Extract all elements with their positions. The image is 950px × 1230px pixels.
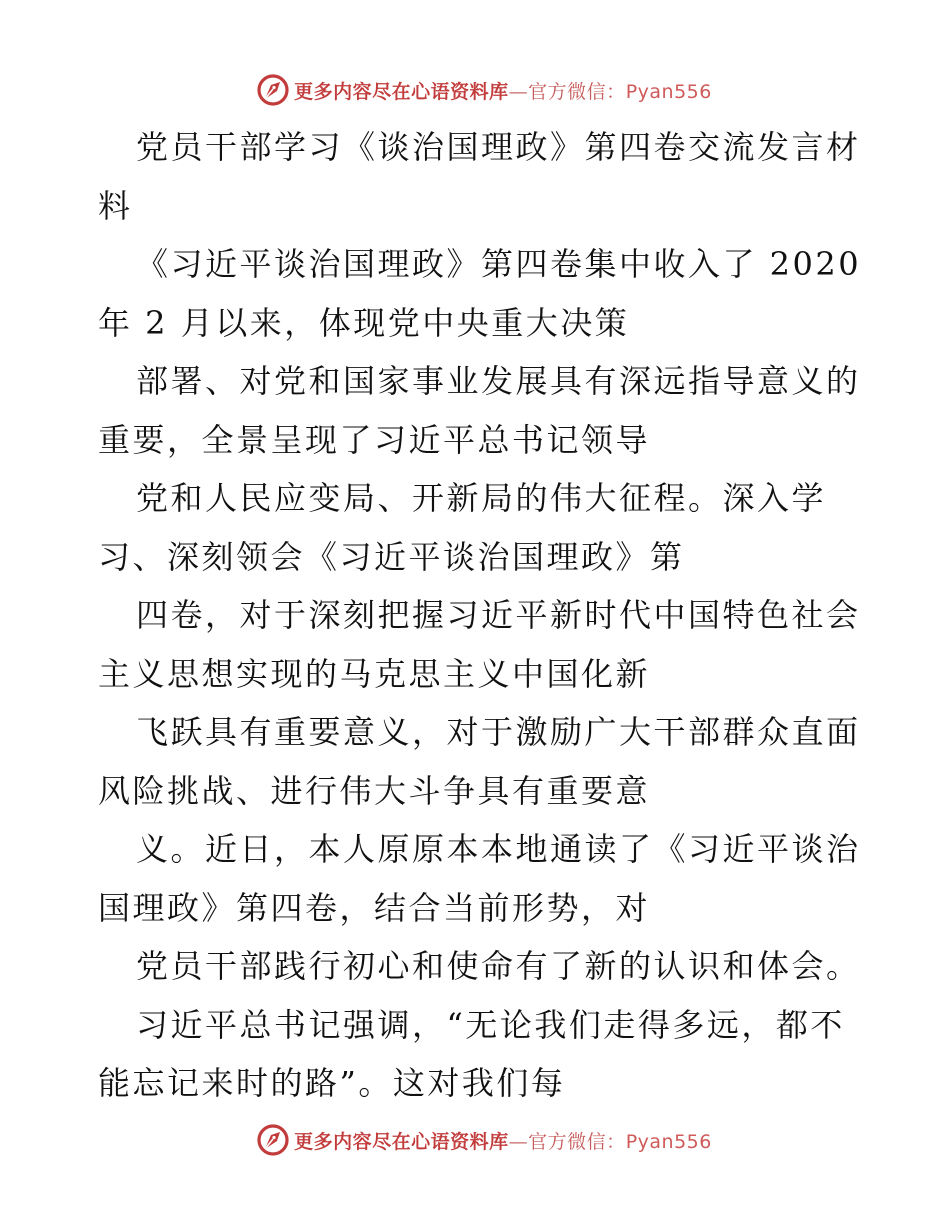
banner-wechat-label: 官方微信： <box>528 80 626 103</box>
banner-separator: — <box>508 1130 529 1153</box>
text-line: 习近平总书记强调，“无论我们走得多远，都不 <box>136 1005 845 1044</box>
header-banner <box>0 70 950 110</box>
pen-nib-logo-icon <box>256 1123 290 1157</box>
footer-banner-text <box>294 1127 712 1154</box>
text-line: 部署、对党和国家事业发展具有深远指导意义的 <box>136 362 861 400</box>
text-line: 重要，全景呈现了习近平总书记领导 <box>98 420 651 459</box>
banner-wechat-label: 官方微信： <box>528 1130 626 1153</box>
footer-banner <box>0 1120 950 1160</box>
text-line: 《习近平谈治国理政》第四卷集中收入了 2020 <box>136 245 862 283</box>
banner-separator: — <box>508 80 529 103</box>
text-line: 风险挑战、进行伟大斗争具有重要意 <box>98 771 651 810</box>
text-line: 年 2 月以来，体现党中央重大决策 <box>98 303 630 342</box>
text-line: 习、深刻领会《习近平谈治国理政》第 <box>98 537 685 576</box>
banner-wechat-id: Pyan556 <box>625 80 712 103</box>
header-banner-text <box>294 77 712 104</box>
text-line: 党员干部学习《谈治国理政》第四卷交流发言材 <box>136 128 861 166</box>
text-line: 党员干部践行初心和使命有了新的认识和体会。 <box>136 947 861 985</box>
text-line: 党和人民应变局、开新局的伟大征程。深入学 <box>136 479 827 517</box>
text-line: 飞跃具有重要意义，对于激励广大干部群众直面 <box>136 713 861 751</box>
header-banner-content <box>256 73 712 107</box>
text-line: 义。近日，本人原原本本地通读了《习近平谈治 <box>136 830 861 868</box>
text-line: 能忘记来时的路”。这对我们每 <box>98 1064 566 1102</box>
pen-nib-logo-icon <box>256 73 290 107</box>
banner-brand: 更多内容尽在心语资料库 <box>294 80 509 103</box>
text-line: 主义思想实现的马克思主义中国化新 <box>98 654 651 693</box>
banner-wechat-id: Pyan556 <box>625 1130 712 1153</box>
text-line: 国理政》第四卷，结合当前形势，对 <box>98 888 651 927</box>
text-line: 料 <box>98 186 133 225</box>
document-body <box>98 118 862 1113</box>
banner-brand: 更多内容尽在心语资料库 <box>294 1130 509 1153</box>
footer-banner-content <box>256 1123 712 1157</box>
text-line: 四卷，对于深刻把握习近平新时代中国特色社会 <box>136 596 861 634</box>
